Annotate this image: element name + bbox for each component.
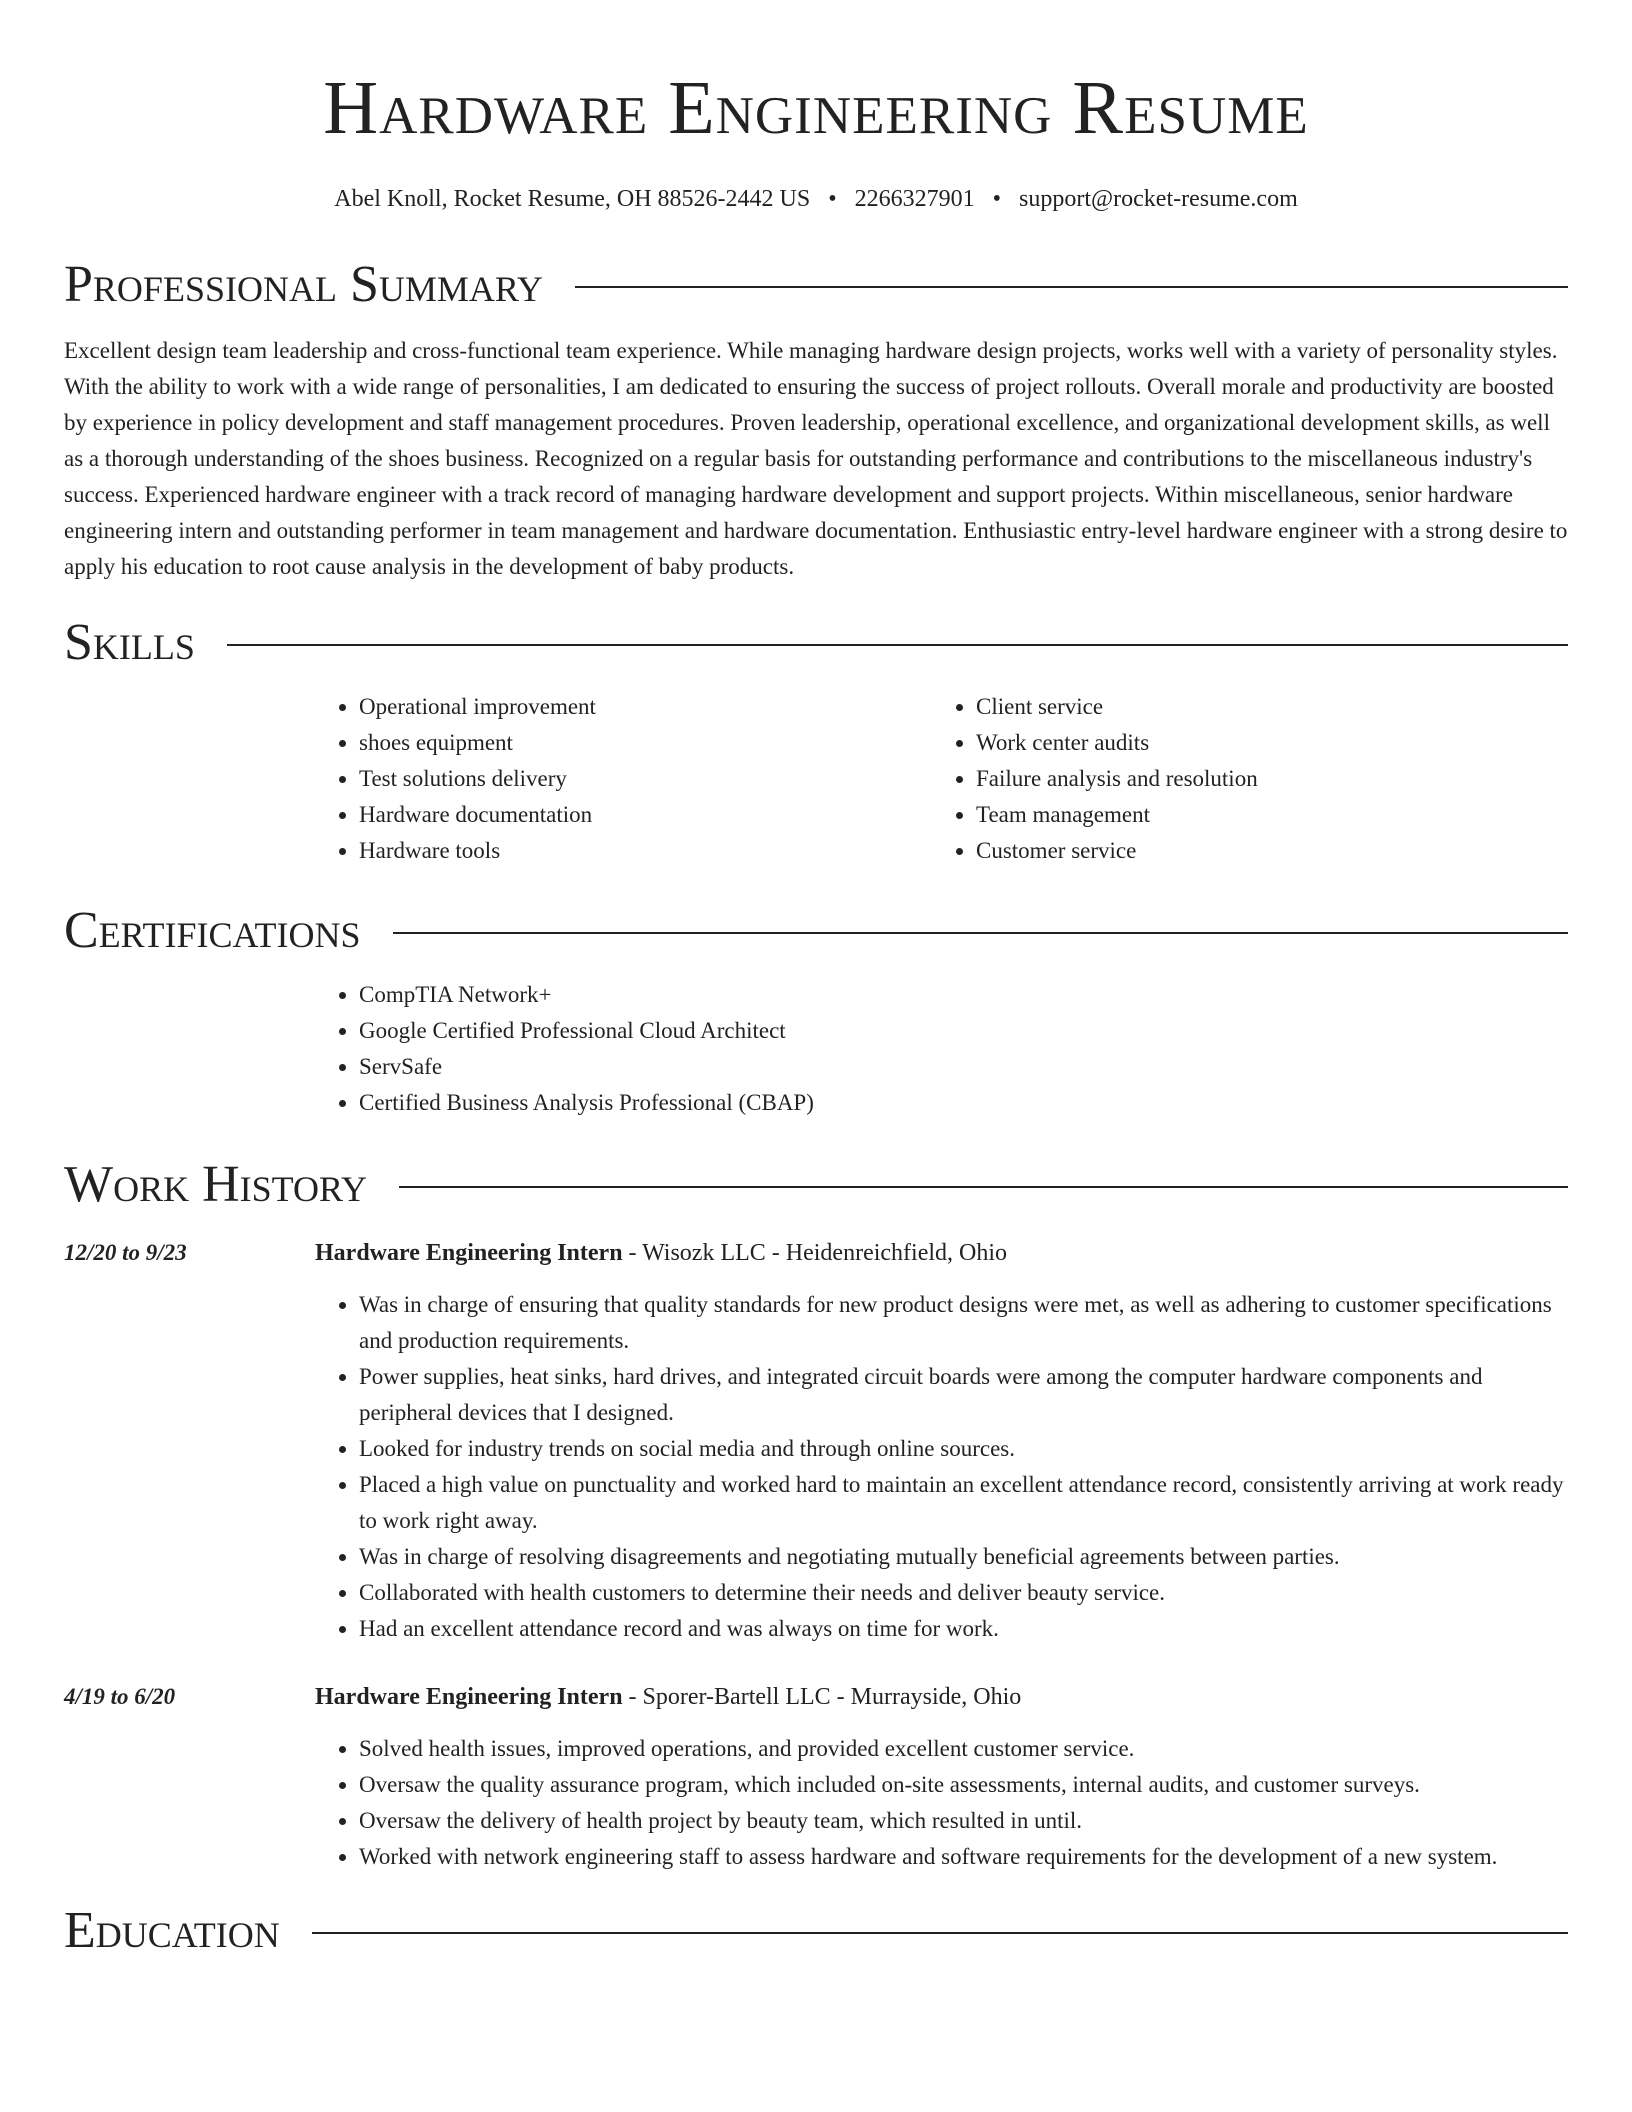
resume-page: [64, 56, 1568, 1957]
skills-grid: [315, 689, 1568, 869]
job-title-line: [315, 1679, 1568, 1715]
list-item: • Test solutions delivery: [359, 761, 932, 797]
section-rule: [312, 1932, 1568, 1934]
job-company: - Wisozk LLC - Heidenreichfield, Ohio: [622, 1240, 1008, 1266]
job-bullets: [315, 1731, 1568, 1875]
list-item: • Solved health issues, improved operations, and provided excellent customer service.: [359, 1731, 1568, 1767]
job-entry: [64, 1679, 1568, 1875]
job-dates: 12/20 to 9/23: [64, 1240, 187, 1265]
list-item: • Oversaw the quality assurance program, which included on-site assessments, internal audits, and customer surveys.: [359, 1767, 1568, 1803]
skills-heading: Skills: [64, 614, 195, 671]
job-bullets: [315, 1287, 1568, 1647]
list-item: • Hardware tools: [359, 833, 932, 869]
list-item: • Placed a high value on punctuality and worked hard to maintain an excellent attendance record, consistently arriving at work ready to work right away.: [359, 1467, 1568, 1539]
job-details: [315, 1679, 1568, 1875]
skills-list-right: [932, 689, 1568, 869]
summary-section-header: [64, 256, 1568, 313]
list-item: • Power supplies, heat sinks, hard drives, and integrated circuit boards were among the computer hardware components and peripheral devices that I designed.: [359, 1359, 1568, 1431]
job-entry: [64, 1235, 1568, 1647]
list-item: • Was in charge of ensuring that quality standards for new product designs were met, as well as adhering to customer specifications and production requirements.: [359, 1287, 1568, 1359]
list-item: • Work center audits: [976, 725, 1568, 761]
job-title-line: [315, 1235, 1568, 1271]
contact-email: support@rocket-resume.com: [1019, 186, 1298, 212]
list-item: • Looked for industry trends on social media and through online sources.: [359, 1431, 1568, 1467]
job-details: [315, 1235, 1568, 1647]
skills-section-header: [64, 614, 1568, 671]
contact-separator: •: [992, 186, 1002, 212]
certifications-block: [315, 977, 1568, 1121]
list-item: • Was in charge of resolving disagreements and negotiating mutually beneficial agreements between parties.: [359, 1539, 1568, 1575]
list-item: • Worked with network engineering staff to assess hardware and software requirements for the development of a new system.: [359, 1839, 1568, 1875]
section-rule: [227, 644, 1568, 646]
job-company: - Sporer-Bartell LLC - Murrayside, Ohio: [622, 1684, 1022, 1710]
job-title: Hardware Engineering Intern: [315, 1240, 623, 1266]
list-item: • Customer service: [976, 833, 1568, 869]
list-item: • Team management: [976, 797, 1568, 833]
contact-address: Abel Knoll, Rocket Resume, OH 88526-2442 US: [334, 186, 811, 212]
list-item: • Oversaw the delivery of health project by beauty team, which resulted in until.: [359, 1803, 1568, 1839]
certifications-section-header: [64, 902, 1568, 959]
work-history-section-header: [64, 1156, 1568, 1213]
summary-text: Excellent design team leadership and cross-functional team experience. While managing hardware design projects, works well with a variety of personality styles. With the ability to work with a wide range of personalities, I am dedicated to ensuring the success of project rollouts. Overall morale and productivity are boosted by experience in policy development and staff management procedures. Proven leadership, operational excellence, and organizational development skills, as well as a thorough understanding of the shoes business. Recognized on a regular basis for outstanding performance and contributions to the miscellaneous industry's success. Experienced hardware engineer with a track record of managing hardware development and support projects. Within miscellaneous, senior hardware engineering intern and outstanding performer in team management and hardware documentation. Enthusiastic entry-level hardware engineer with a strong desire to apply his education to root cause analysis in the development of baby products.: [64, 338, 1568, 579]
certifications-list: [315, 977, 1568, 1121]
skills-list-left: [315, 689, 932, 869]
education-heading: Education: [64, 1902, 280, 1959]
section-rule: [393, 932, 1568, 934]
list-item: • shoes equipment: [359, 725, 932, 761]
section-rule: [399, 1186, 1568, 1188]
list-item: • Hardware documentation: [359, 797, 932, 833]
certifications-heading: Certifications: [64, 902, 361, 959]
list-item: • Client service: [976, 689, 1568, 725]
list-item: • Google Certified Professional Cloud Architect: [359, 1013, 1568, 1049]
list-item: • Had an excellent attendance record and was always on time for work.: [359, 1611, 1568, 1647]
section-rule: [575, 286, 1568, 288]
contact-phone: 2266327901: [854, 186, 975, 212]
resume-title: Hardware Engineering Resume: [323, 66, 1309, 150]
list-item: • ServSafe: [359, 1049, 1568, 1085]
job-dates: 4/19 to 6/20: [64, 1684, 176, 1709]
job-title: Hardware Engineering Intern: [315, 1684, 623, 1710]
summary-heading: Professional Summary: [64, 256, 543, 313]
list-item: • Certified Business Analysis Professional (CBAP): [359, 1085, 1568, 1121]
list-item: • Failure analysis and resolution: [976, 761, 1568, 797]
list-item: • Collaborated with health customers to determine their needs and deliver beauty service.: [359, 1575, 1568, 1611]
education-section-header: [64, 1902, 1568, 1959]
contact-line: [64, 186, 1568, 213]
list-item: • Operational improvement: [359, 689, 932, 725]
list-item: • CompTIA Network+: [359, 977, 1568, 1013]
work-history-heading: Work History: [64, 1156, 368, 1213]
contact-separator: •: [828, 186, 837, 212]
